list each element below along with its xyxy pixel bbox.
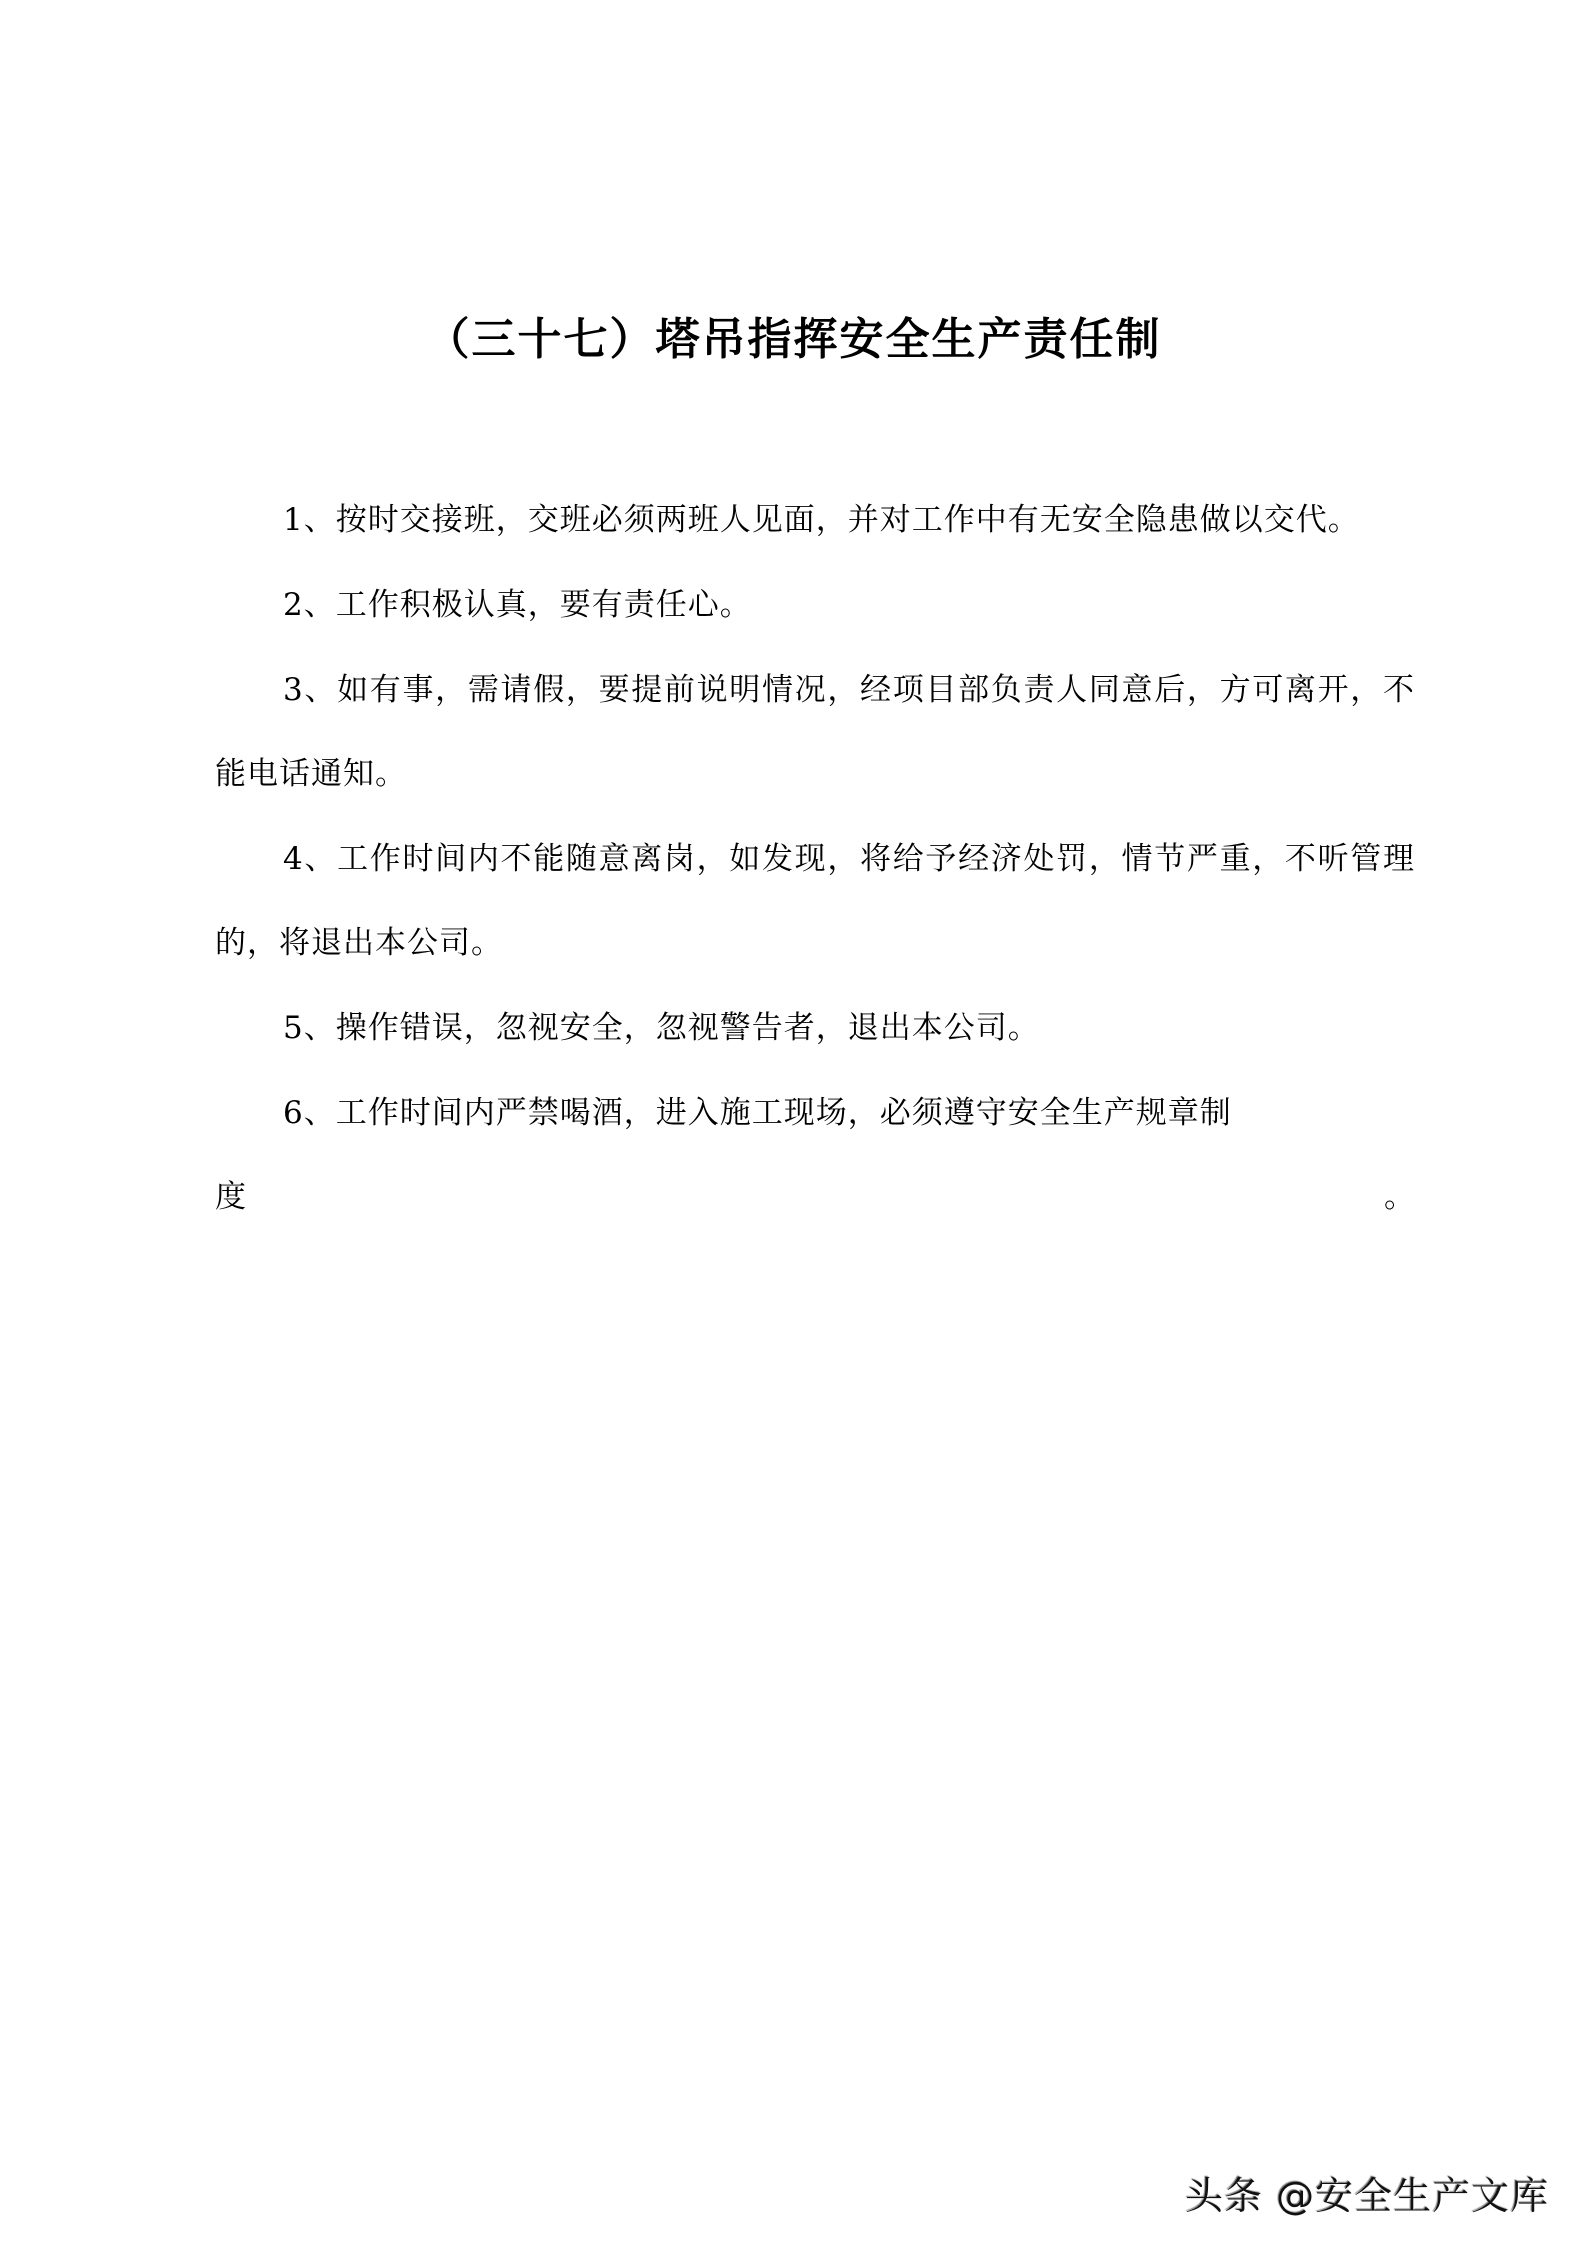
document-body bbox=[215, 478, 1415, 1239]
rule-item-2: 2、工作积极认真，要有责任心。 bbox=[283, 587, 752, 623]
rule-item-6-line-2-start: 度 bbox=[215, 1179, 246, 1215]
rule-item-6-line-1: 6、工作时间内严禁喝酒，进入施工现场，必须遵守安全生产规章制 bbox=[283, 1095, 1232, 1131]
rule-item-4: 4、工作时间内不能随意离岗，如发现，将给予经济处罚，情节严重，不听管理的，将退出本公司。 bbox=[215, 841, 1415, 961]
rule-item-6-line-2-end: 。 bbox=[1384, 1179, 1415, 1215]
watermark: 头条 @安全生产文库 bbox=[1185, 2174, 1550, 2218]
rule-item-3: 3、如有事，需请假，要提前说明情况，经项目部负责人同意后，方可离开，不能电话通知。 bbox=[215, 672, 1415, 792]
rule-item-1: 1、按时交接班，交班必须两班人见面，并对工作中有无安全隐患做以交代。 bbox=[283, 502, 1360, 538]
document-title: （三十七）塔吊指挥安全生产责任制 bbox=[425, 314, 1162, 365]
rule-item-6 bbox=[215, 1071, 1415, 1239]
rule-item-6-line-2 bbox=[215, 1155, 1415, 1239]
rule-item-5: 5、操作错误，忽视安全，忽视警告者，退出本公司。 bbox=[283, 1010, 1040, 1046]
